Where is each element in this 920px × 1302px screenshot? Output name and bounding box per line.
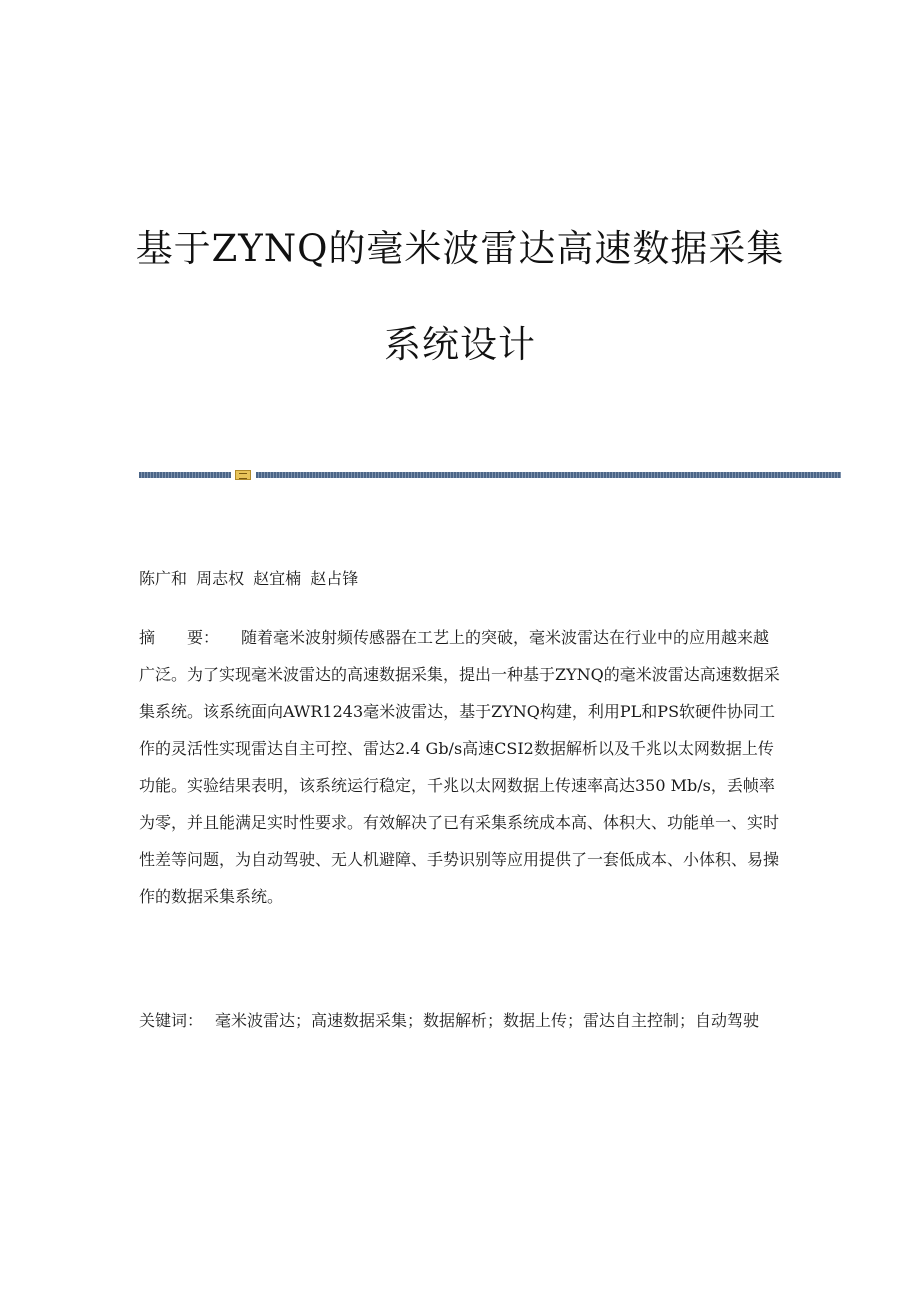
keywords-section <box>139 1002 783 1039</box>
divider-ornament-icon <box>235 470 251 480</box>
author-list: 陈广和 周志权 赵宜楠 赵占锋 <box>139 569 359 588</box>
paper-title-line-2: 系统设计 <box>384 323 536 366</box>
keywords-text: 毫米波雷达；高速数据采集；数据解析；数据上传；雷达自主控制；自动驾驶 <box>215 1011 760 1030</box>
paper-title-line-1: 基于ZYNQ的毫米波雷达高速数据采集 <box>135 227 785 270</box>
abstract-section <box>139 619 783 915</box>
abstract-text: 随着毫米波射频传感器在工艺上的突破，毫米波雷达在行业中的应用越来越广泛。为了实现毫米波雷达的高速数据采集，提出一种基于ZYNQ的毫米波雷达高速数据采集系统。该系统面向AWR1243毫米波雷达，基于ZYNQ构建，利用PL和PS软硬件协同工作的灵活性实现雷达自主可控、雷达2.4 Gb/s高速CSI2数据解析以及千兆以太网数据上传功能。实验结果表明，该系统运行稳定，千兆以太网数据上传速率高达350 Mb/s，丢帧率为零，并且能满足实时性要求。有效解决了已有采集系统成本高、体积大、功能单一、实时性差等问题，为自动驾驶、无人机避障、手势识别等应用提供了一套低成本、小体积、易操作的数据采集系统。 <box>139 628 780 906</box>
keywords-label: 关键词： <box>139 1011 204 1030</box>
abstract-label: 摘 要： <box>139 628 220 647</box>
title-divider <box>139 470 841 480</box>
divider-bar-right <box>256 472 841 478</box>
divider-bar-left <box>139 472 231 478</box>
